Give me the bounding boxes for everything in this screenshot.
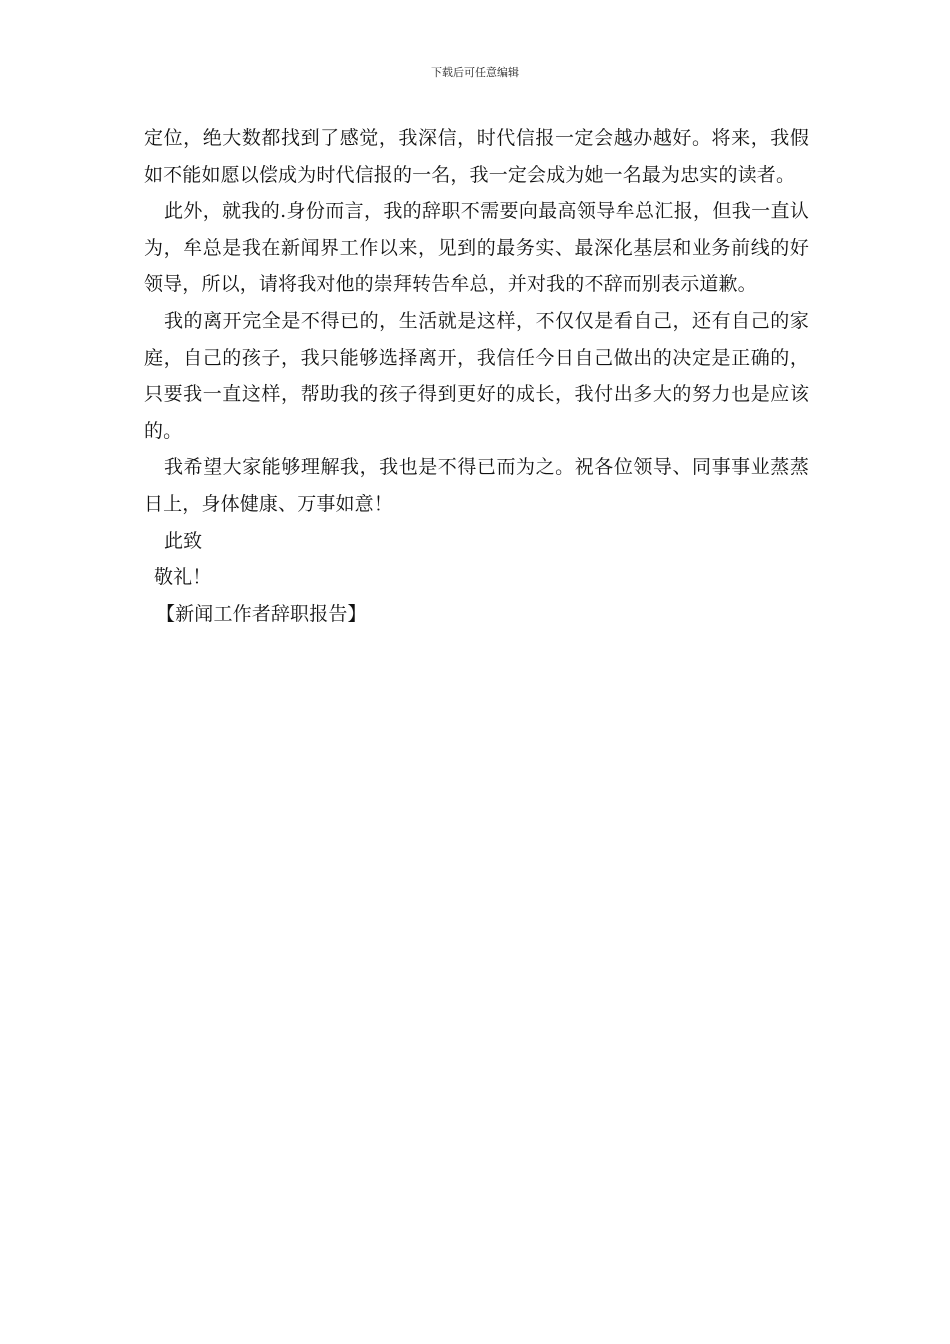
document-body <box>144 120 809 632</box>
document-title-tag: 【新闻工作者辞职报告】 <box>156 602 367 625</box>
page-header: 下载后可任意编辑 <box>431 66 519 79</box>
paragraph-3: 我的离开完全是不得已的，生活就是这样，不仅仅是看自己，还有自己的家庭，自己的孩子，我只能够选择离开，我信任今日自己做出的决定是正确的，只要我一直这样，帮助我的孩子得到更好的成长，我付出多大的努力也是应该的。 <box>144 309 809 442</box>
paragraph-4: 我希望大家能够理解我，我也是不得已而为之。祝各位领导、同事事业蒸蒸日上，身体健康、万事如意！ <box>144 456 809 515</box>
salutation-line: 敬礼！ <box>154 566 212 589</box>
closing-line: 此致 <box>164 529 203 552</box>
paragraph-1: 定位，绝大数都找到了感觉，我深信，时代信报一定会越办越好。将来，我假如不能如愿以偿成为时代信报的一名，我一定会成为她一名最为忠实的读者。 <box>144 127 809 186</box>
paragraph-2: 此外，就我的.身份而言，我的辞职不需要向最高领导牟总汇报，但我一直认为，牟总是我在新闻界工作以来，见到的最务实、最深化基层和业务前线的好领导，所以，请将我对他的崇拜转告牟总，并对我的不辞而别表示道歉。 <box>144 200 809 296</box>
